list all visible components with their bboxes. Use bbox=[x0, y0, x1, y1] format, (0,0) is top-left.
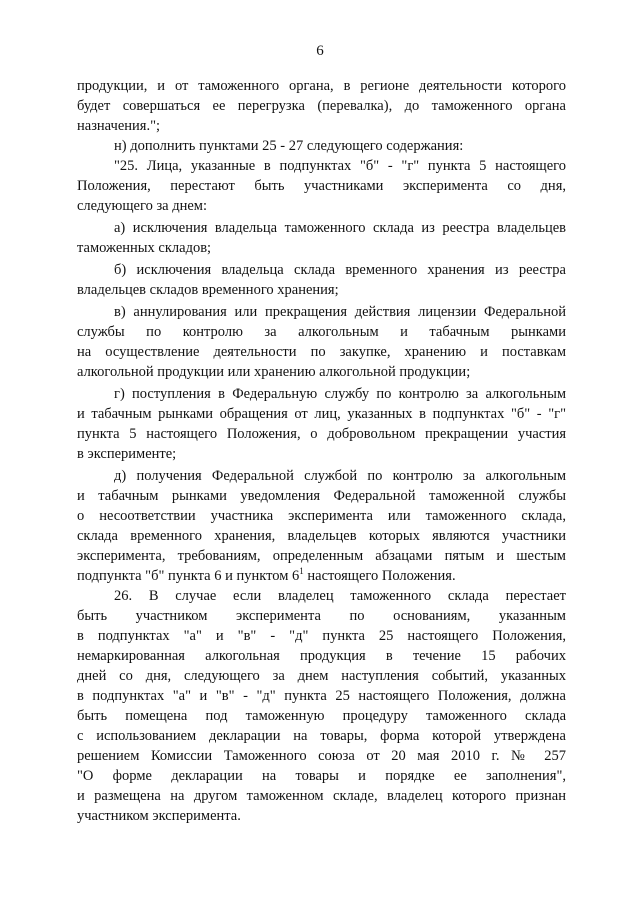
text-line: быть участником эксперимента по основаниям, указанным bbox=[77, 608, 566, 624]
line-text: подпункта "б" пункта 6 и пунктом 6 bbox=[77, 568, 300, 584]
paragraph-item-26 bbox=[77, 586, 566, 826]
text-line bbox=[77, 566, 566, 586]
text-line: и размещена на другом таможенном складе, владелец которого признан bbox=[77, 788, 566, 804]
paragraph-subitem-g bbox=[77, 384, 566, 464]
text-line: "25. Лица, указанные в подпунктах "б" - "г" пункта 5 настоящего bbox=[114, 158, 566, 174]
text-line: продукции, и от таможенного органа, в регионе деятельности которого bbox=[77, 78, 566, 94]
text-line: и табачным рынками уведомления Федеральной таможенной службы bbox=[77, 488, 566, 504]
text-line: решением Комиссии Таможенного союза от 20 мая 2010 г. № 257 bbox=[77, 748, 566, 764]
text-line: эксперимента, требованиям, определенным абзацами пятым и шестым bbox=[77, 548, 566, 564]
text-line: будет совершаться ее перегрузка (перевалка), до таможенного органа bbox=[77, 98, 566, 114]
document-body bbox=[77, 76, 566, 826]
line-text: настоящего Положения. bbox=[303, 568, 456, 584]
text-line: г) поступления в Федеральную службу по контролю за алкогольным bbox=[114, 386, 566, 402]
text-line: пункта 5 настоящего Положения, о добровольном прекращении участия bbox=[77, 426, 566, 442]
text-line: склада временного хранения, владельцев которых являются участники bbox=[77, 528, 566, 544]
text-line: а) исключения владельца таможенного склада из реестра владельцев bbox=[114, 220, 566, 236]
text-line: б) исключения владельца склада временного хранения из реестра bbox=[114, 262, 566, 278]
superscript: 1 bbox=[299, 566, 304, 576]
paragraph-subitem-d bbox=[77, 466, 566, 586]
text-line: алкогольной продукции или хранению алкогольной продукции; bbox=[77, 364, 471, 380]
text-line: н) дополнить пунктами 25 - 27 следующего содержания: bbox=[114, 138, 464, 154]
text-line: о несоответствии участника эксперимента или таможенного склада, bbox=[77, 508, 566, 524]
text-line: назначения."; bbox=[77, 118, 161, 134]
text-line: д) получения Федеральной службой по контролю за алкогольным bbox=[114, 468, 566, 484]
paragraph-subitem-a bbox=[77, 218, 566, 258]
text-line: в подпунктах "а" и "в" - "д" пункта 25 настоящего Положения, bbox=[77, 628, 566, 644]
page-number: 6 bbox=[316, 43, 324, 59]
paragraph-subitem-b bbox=[77, 260, 566, 300]
text-line: дней со дня, следующего за днем наступления событий, указанных bbox=[77, 668, 566, 684]
text-line: 26. В случае если владелец таможенного склада перестает bbox=[114, 588, 566, 604]
text-line: быть помещена под таможенную процедуру таможенного склада bbox=[77, 708, 566, 724]
text-line: на осуществление деятельности по закупке, хранению и поставкам bbox=[77, 344, 566, 360]
text-line: "О форме декларации на товары и порядке ее заполнения", bbox=[77, 768, 566, 784]
paragraph-n bbox=[77, 136, 566, 156]
text-line: в) аннулирования или прекращения действия лицензии Федеральной bbox=[114, 304, 566, 320]
paragraph-subitem-v bbox=[77, 302, 566, 382]
text-line: службы по контролю за алкогольным и табачным рынками bbox=[77, 324, 566, 340]
text-line: владельцев складов временного хранения; bbox=[77, 282, 339, 298]
text-line: таможенных складов; bbox=[77, 240, 212, 256]
text-line: в эксперименте; bbox=[77, 446, 177, 462]
text-line: в подпунктах "а" и "в" - "д" пункта 25 настоящего Положения, должна bbox=[77, 688, 566, 704]
paragraph-continuation bbox=[77, 76, 566, 136]
text-line: и табачным рынками обращения от лиц, указанных в подпунктах "б" - "г" bbox=[77, 406, 566, 422]
paragraph-item-25 bbox=[77, 156, 566, 216]
text-line: немаркированная алкогольная продукция в течение 15 рабочих bbox=[77, 648, 566, 664]
text-line: следующего за днем: bbox=[77, 198, 208, 214]
text-line: с использованием декларации на товары, форма которой утверждена bbox=[77, 728, 566, 744]
text-line: Положения, перестают быть участниками эксперимента со дня, bbox=[77, 178, 566, 194]
text-line: участником эксперимента. bbox=[77, 808, 241, 824]
